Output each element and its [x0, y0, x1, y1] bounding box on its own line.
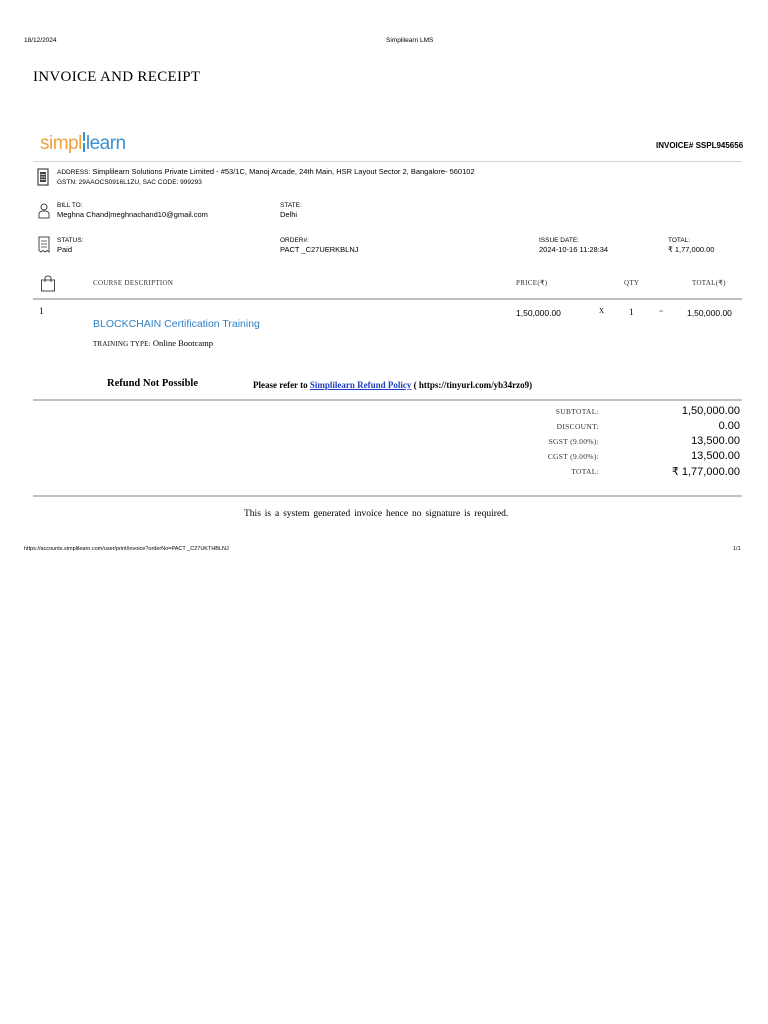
col-header-price: PRICE(₹) [516, 279, 548, 287]
system-note: This is a system generated invoice hence no signature is required. [244, 509, 509, 519]
col-header-total: TOTAL(₹) [692, 279, 726, 287]
table-header-divider [33, 298, 742, 300]
grand-total-value: ₹ 1,77,000.00 [671, 466, 740, 478]
shopping-bag-icon [40, 275, 56, 292]
person-icon [38, 203, 50, 219]
simplilearn-logo: simpl learn [40, 133, 126, 154]
equals-sign: = [659, 307, 664, 316]
discount-value: 0.00 [718, 420, 740, 432]
col-header-qty: QTY [624, 279, 640, 287]
refund-heading: Refund Not Possible [107, 378, 199, 389]
print-url: https://accounts.simplilearn.com/user/print/invoice?orderNo=PACT _C27UKTHBLNJ [24, 546, 229, 552]
order-label: ORDER#: [280, 237, 309, 244]
bill-to-value: Meghna Chand|meghnachand10@gmail.com [57, 210, 208, 219]
document-title: INVOICE AND RECEIPT [33, 69, 201, 85]
issue-date-value: 2024-10-16 11:28:34 [539, 245, 609, 254]
refund-note: Please refer to Simplilearn Refund Policy ( https://tinyurl.com/yb34rzo9) [253, 380, 533, 390]
col-header-description: COURSE DESCRIPTION [93, 279, 174, 287]
cgst-label: CGST (9.00%): [547, 452, 599, 461]
gst-info: GSTN: 29AAOCS0916L1ZU, SAC CODE: 999293 [57, 179, 202, 186]
summary-divider [33, 399, 742, 401]
order-value: PACT _C27UERKBLNJ [280, 245, 359, 254]
training-type: TRAINING TYPE: Online Bootcamp [93, 338, 214, 348]
status-label: STATUS: [57, 237, 84, 244]
sgst-label: SGST (9.00%): [548, 437, 599, 446]
course-name: BLOCKCHAIN Certification Training [93, 318, 260, 330]
bill-to-label: BILL TO: [57, 202, 83, 209]
divider [33, 161, 742, 162]
issue-date-label: ISSUE DATE: [539, 237, 579, 244]
state-value: Delhi [280, 210, 298, 219]
status-value: Paid [57, 245, 73, 254]
grand-total-label: TOTAL: [571, 467, 599, 476]
subtotal-value: 1,50,000.00 [681, 405, 740, 417]
refund-policy-link[interactable]: Simplilearn Refund Policy [309, 380, 412, 390]
row-price: 1,50,000.00 [516, 308, 561, 318]
row-index: 1 [39, 307, 44, 317]
subtotal-label: SUBTOTAL: [555, 407, 599, 416]
print-date: 18/12/2024 [24, 37, 57, 44]
cgst-value: 13,500.00 [691, 450, 740, 462]
state-label: STATE: [280, 202, 302, 209]
total-top-label: TOTAL: [668, 237, 691, 244]
discount-label: DISCOUNT: [556, 422, 599, 431]
sgst-value: 13,500.00 [691, 435, 740, 447]
invoice-number: INVOICE# SSPL945656 [656, 141, 744, 150]
address: ADDRESS: Simplilearn Solutions Private Limited - #53/1C, Manoj Arcade, 24th Main, HSR Layout Sector 2, Bangalore- 560102 [57, 167, 475, 176]
bottom-divider [33, 495, 742, 497]
total-top-value: ₹ 1,77,000.00 [668, 245, 715, 254]
document-icon [37, 168, 49, 186]
row-total: 1,50,000.00 [687, 308, 732, 318]
receipt-icon [38, 236, 50, 253]
times-sign: X [599, 307, 605, 315]
print-page-title: Simplilearn LMS [386, 37, 434, 44]
row-qty: 1 [629, 307, 634, 317]
page-number: 1/1 [733, 546, 741, 552]
